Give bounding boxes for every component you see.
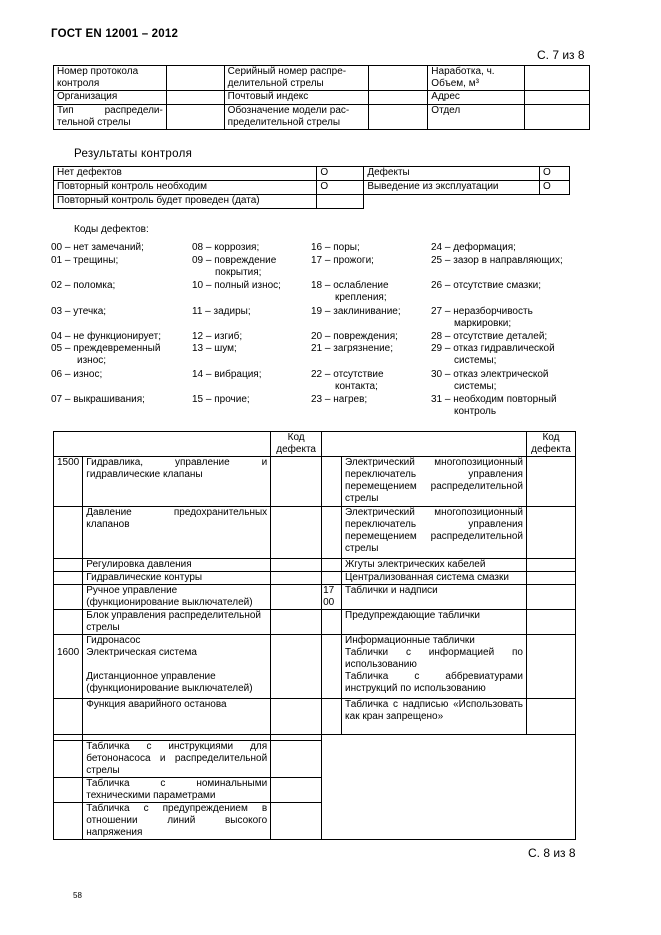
num-cell bbox=[322, 699, 342, 735]
table-row bbox=[54, 585, 576, 610]
code-29-cont: системы; bbox=[454, 355, 497, 366]
defect-codes-title: Коды дефектов: bbox=[74, 224, 149, 235]
page-number-bottom: С. 8 из 8 bbox=[528, 846, 576, 860]
item-plates-labels: Таблички и надписи bbox=[342, 585, 527, 610]
code-cell[interactable] bbox=[271, 572, 322, 585]
item-plate-ratings: Табличка с номинальными техническими параметрами bbox=[83, 778, 271, 803]
code-16: 16 – поры; bbox=[311, 242, 360, 253]
code-cell[interactable] bbox=[271, 778, 322, 803]
code-09-cont: покрытия; bbox=[215, 267, 262, 278]
code-header-right: Код дефекта bbox=[526, 432, 575, 457]
item-pump: Гидронасос bbox=[86, 635, 141, 646]
item-warning-plates: Предупреждающие таблички bbox=[342, 610, 527, 635]
item-electrical-system: Электрическая система bbox=[86, 647, 197, 658]
num-cell bbox=[54, 559, 83, 572]
code-cell[interactable] bbox=[526, 610, 575, 635]
code-12: 12 – изгиб; bbox=[192, 331, 243, 342]
item-no-crane-plate: Табличка с надписью «Использовать как кран запрещено» bbox=[342, 699, 527, 735]
code-cell[interactable] bbox=[271, 507, 322, 559]
item-info-plates: Информационные таблички bbox=[345, 635, 475, 646]
value-cell[interactable] bbox=[525, 91, 590, 105]
code-24: 24 – деформация; bbox=[431, 242, 516, 253]
table-row bbox=[54, 507, 576, 559]
code-09: 09 – повреждение bbox=[192, 255, 277, 266]
table-row bbox=[54, 195, 570, 209]
code-21: 21 – загрязнение; bbox=[311, 343, 394, 354]
code-cell[interactable] bbox=[271, 457, 322, 507]
item-abbrev-plate: Табличка с аббревиатурами инструкций по использованию bbox=[345, 671, 523, 694]
num-cell bbox=[54, 585, 83, 610]
item-remote-control: Дистанционное управление (функционирование выключателей) bbox=[86, 671, 253, 694]
value-cell[interactable] bbox=[166, 91, 224, 105]
value-cell[interactable] bbox=[369, 91, 428, 105]
code-23: 23 – нагрев; bbox=[311, 394, 368, 405]
value-cell[interactable] bbox=[369, 105, 428, 130]
item-pump-electrical bbox=[83, 635, 271, 699]
num-cell bbox=[54, 778, 83, 803]
num-cell bbox=[54, 507, 83, 559]
num-cell bbox=[54, 803, 83, 840]
code-30: 30 – отказ электрической bbox=[431, 369, 549, 380]
table-row bbox=[54, 457, 576, 507]
code-27: 27 – неразборчивость bbox=[431, 306, 533, 317]
no-defects-label: Нет дефектов bbox=[54, 167, 317, 181]
section-number-1700: 17 00 bbox=[322, 585, 342, 610]
code-cell[interactable] bbox=[271, 741, 322, 778]
protocol-info-table bbox=[53, 65, 590, 130]
table-row bbox=[54, 105, 590, 130]
code-cell[interactable] bbox=[271, 585, 322, 610]
num-cell bbox=[54, 741, 83, 778]
item-plate-instructions: Табличка с инструкциями для бетононасоса и распределительной стрелы bbox=[83, 741, 271, 778]
num-cell bbox=[322, 559, 342, 572]
code-19: 19 – заклинивание; bbox=[311, 306, 401, 317]
code-25: 25 – зазор в направляющих; bbox=[431, 255, 563, 266]
table-row bbox=[54, 91, 590, 105]
value-cell[interactable] bbox=[166, 66, 224, 91]
document-title: ГОСТ EN 12001 – 2012 bbox=[51, 28, 179, 40]
table-row bbox=[54, 610, 576, 635]
code-30-cont: системы; bbox=[454, 381, 497, 392]
defects-checkbox[interactable]: О bbox=[540, 167, 570, 181]
code-cell[interactable] bbox=[526, 457, 575, 507]
label-address: Адрес bbox=[428, 91, 525, 105]
empty-block bbox=[322, 735, 576, 840]
results-table bbox=[53, 166, 570, 209]
section-number-1600 bbox=[54, 635, 83, 699]
item-manual-control: Ручное управление (функционирование выключателей) bbox=[83, 585, 271, 610]
code-04: 04 – не функционирует; bbox=[51, 331, 162, 342]
section-number-1600-text: 1600 bbox=[57, 647, 80, 658]
num-cell bbox=[54, 610, 83, 635]
results-title: Результаты контроля bbox=[74, 148, 193, 160]
code-17: 17 – прожоги; bbox=[311, 255, 374, 266]
label-department: Отдел bbox=[428, 105, 525, 130]
item-pressure-regulation: Регулировка давления bbox=[83, 559, 271, 572]
code-10: 10 – полный износ; bbox=[192, 280, 281, 291]
label-organization: Организация bbox=[54, 91, 167, 105]
table-row bbox=[54, 635, 576, 699]
code-header-left: Код дефекта bbox=[271, 432, 322, 457]
code-18: 18 – ослабление bbox=[311, 280, 389, 291]
code-26: 26 – отсутствие смазки; bbox=[431, 280, 541, 291]
item-usage-info-plates: Таблички с информацией по использованию bbox=[345, 647, 523, 670]
code-06: 06 – износ; bbox=[51, 369, 103, 380]
table-row bbox=[54, 559, 576, 572]
value-cell[interactable] bbox=[525, 66, 590, 91]
table-row bbox=[54, 181, 570, 195]
value-cell[interactable] bbox=[525, 105, 590, 130]
code-cell[interactable] bbox=[271, 610, 322, 635]
code-08: 08 – коррозия; bbox=[192, 242, 260, 253]
num-cell bbox=[322, 457, 342, 507]
code-13: 13 – шум; bbox=[192, 343, 237, 354]
value-cell[interactable] bbox=[369, 66, 428, 91]
decommission-label: Выведение из эксплуатации bbox=[364, 181, 540, 195]
footer-page-number: 58 bbox=[73, 891, 82, 900]
code-22-cont: контакта; bbox=[335, 381, 378, 392]
code-18-cont: крепления; bbox=[335, 292, 387, 303]
page-number-top: С. 7 из 8 bbox=[537, 48, 585, 62]
code-cell[interactable] bbox=[526, 585, 575, 610]
code-cell[interactable] bbox=[526, 559, 575, 572]
num-cell bbox=[322, 635, 342, 699]
item-emergency-stop: Функция аварийного останова bbox=[83, 699, 271, 735]
no-defects-checkbox[interactable]: О bbox=[317, 167, 364, 181]
code-15: 15 – прочие; bbox=[192, 394, 250, 405]
code-31-cont: контроль bbox=[454, 406, 497, 417]
code-cell[interactable] bbox=[526, 699, 575, 735]
code-cell[interactable] bbox=[526, 572, 575, 585]
item-cable-harness: Жгуты электрических кабелей bbox=[342, 559, 527, 572]
item-info-plates-group bbox=[342, 635, 527, 699]
code-cell[interactable] bbox=[271, 699, 322, 735]
num-cell bbox=[322, 572, 342, 585]
table-row bbox=[54, 699, 576, 735]
table-row bbox=[54, 432, 576, 457]
code-29: 29 – отказ гидравлической bbox=[431, 343, 555, 354]
num-cell bbox=[54, 699, 83, 735]
label-operating-hours: Наработка, ч. Объем, м³ bbox=[428, 66, 525, 91]
repeat-date-label: Повторный контроль будет проведен (дата) bbox=[54, 195, 317, 209]
item-hydraulics: Гидравлика, управление и гидравлические клапаны bbox=[83, 457, 271, 507]
code-28: 28 – отсутствие деталей; bbox=[431, 331, 548, 342]
code-27-cont: маркировки; bbox=[454, 318, 512, 329]
code-03: 03 – утечка; bbox=[51, 306, 107, 317]
code-31: 31 – необходим повторный bbox=[431, 394, 557, 405]
num-cell bbox=[322, 610, 342, 635]
repeat-needed-checkbox[interactable]: О bbox=[317, 181, 364, 195]
item-switch-2: Электрический многопозиционный переключатель управления перемещением распределительной стрелы bbox=[342, 507, 527, 559]
label-model-designation: Обозначение модели рас-пределительной стрелы bbox=[224, 105, 369, 130]
code-cell[interactable] bbox=[526, 507, 575, 559]
code-05-cont: износ; bbox=[77, 355, 107, 366]
code-20: 20 – повреждения; bbox=[311, 331, 398, 342]
code-00: 00 – нет замечаний; bbox=[51, 242, 144, 253]
code-cell[interactable] bbox=[271, 635, 322, 699]
defects-label: Дефекты bbox=[364, 167, 540, 181]
table-row bbox=[54, 66, 590, 91]
label-postal-code: Почтовый индекс bbox=[224, 91, 369, 105]
num-cell bbox=[54, 572, 83, 585]
code-02: 02 – поломка; bbox=[51, 280, 116, 291]
table-row bbox=[54, 167, 570, 181]
item-hydraulic-circuits: Гидравлические контуры bbox=[83, 572, 271, 585]
num-cell bbox=[322, 507, 342, 559]
item-boom-control-unit: Блок управления распределительной стрелы bbox=[83, 610, 271, 635]
label-protocol-number: Номер протокола контроля bbox=[54, 66, 167, 91]
code-cell[interactable] bbox=[271, 559, 322, 572]
item-relief-valves: Давление предохранительных клапанов bbox=[83, 507, 271, 559]
empty-cell bbox=[540, 195, 570, 209]
repeat-date-field[interactable] bbox=[317, 195, 364, 209]
item-switch-1: Электрический многопозиционный переключатель управления перемещением распределительной стрелы bbox=[342, 457, 527, 507]
item-central-lubrication: Централизованная система смазки bbox=[342, 572, 527, 585]
repeat-needed-label: Повторный контроль необходим bbox=[54, 181, 317, 195]
label-serial-number: Серийный номер распре-делительной стрелы bbox=[224, 66, 369, 91]
item-plate-hv-lines: Табличка с предупреждением в отношении линий высокого напряжения bbox=[83, 803, 271, 840]
code-cell[interactable] bbox=[271, 803, 322, 840]
header-cell bbox=[54, 432, 271, 457]
code-01: 01 – трещины; bbox=[51, 255, 119, 266]
code-07: 07 – выкрашивания; bbox=[51, 394, 145, 405]
code-cell[interactable] bbox=[526, 635, 575, 699]
label-boom-type: Тип распредели-тельной стрелы bbox=[54, 105, 167, 130]
code-22: 22 – отсутствие bbox=[311, 369, 384, 380]
header-cell bbox=[322, 432, 527, 457]
inspection-table bbox=[53, 431, 576, 840]
decommission-checkbox[interactable]: О bbox=[540, 181, 570, 195]
code-14: 14 – вибрация; bbox=[192, 369, 262, 380]
table-row bbox=[54, 572, 576, 585]
code-05: 05 – преждевременный bbox=[51, 343, 161, 354]
value-cell[interactable] bbox=[166, 105, 224, 130]
code-11: 11 – задиры; bbox=[192, 306, 251, 317]
section-number-1500: 1500 bbox=[54, 457, 83, 507]
empty-cell bbox=[364, 195, 540, 209]
